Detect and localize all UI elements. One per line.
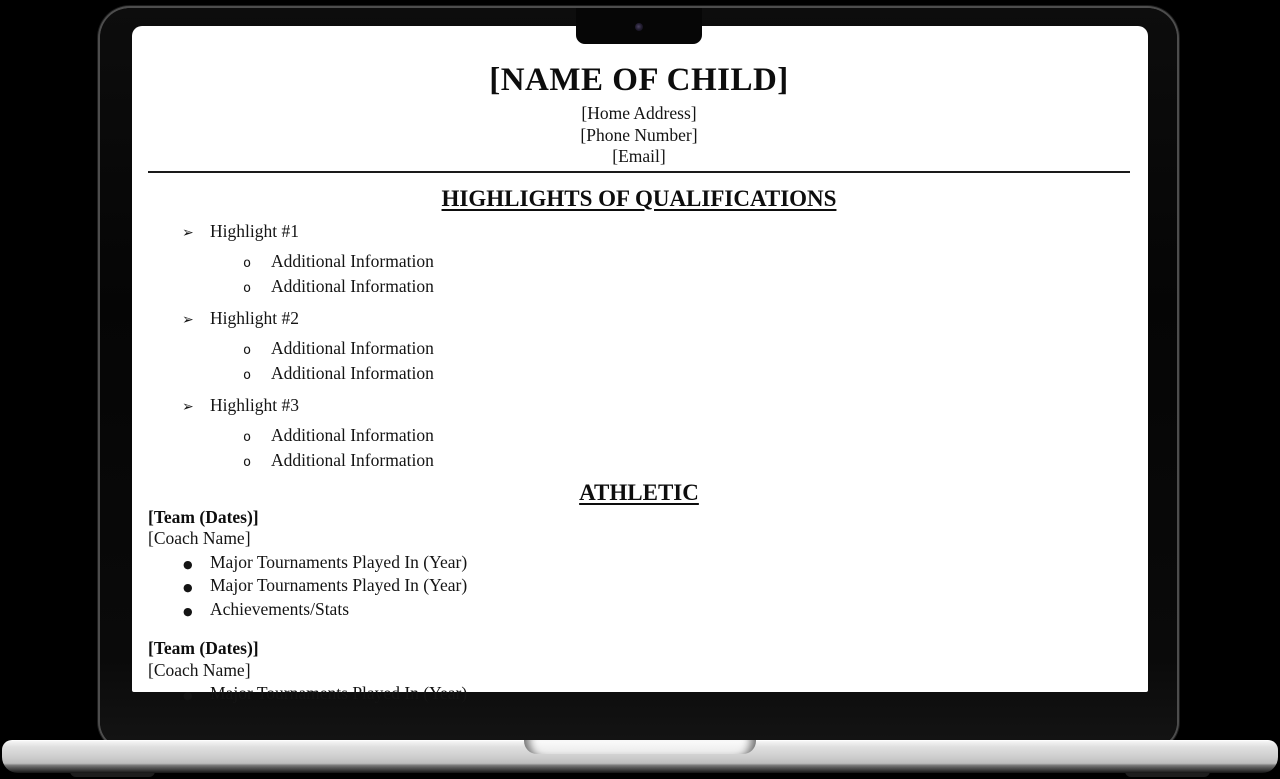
laptop-lid (100, 8, 1177, 748)
highlight-item (148, 394, 1130, 419)
team-bullet-item (148, 552, 1130, 576)
coach-name: [Coach Name] (148, 528, 251, 548)
team-bullet-list (148, 552, 1130, 623)
circle-bullet-icon: o (243, 453, 252, 470)
disc-bullet-icon: ● (183, 689, 193, 702)
circle-bullet-icon: o (243, 428, 252, 445)
team-bullet-label: Major Tournaments Played In (Year) (210, 575, 468, 595)
team-bullet-label: Achievements/Stats (210, 598, 350, 619)
sub-item (148, 337, 1130, 362)
sub-item (148, 449, 1130, 474)
circle-bullet-icon: o (243, 366, 252, 383)
disc-bullet-icon: ● (183, 581, 193, 594)
highlight-item (148, 307, 1130, 332)
circle-bullet-icon: o (243, 341, 252, 358)
sub-item (148, 362, 1130, 387)
circle-bullet-icon: o (243, 254, 252, 271)
team-block (148, 507, 1130, 623)
highlight-group (148, 220, 1130, 300)
highlight-group (148, 394, 1130, 474)
sub-list (148, 424, 1130, 474)
highlight-label: Highlight #1 (210, 220, 299, 241)
resume-document (132, 26, 1148, 703)
sub-item-label: Additional Information (271, 337, 434, 358)
highlight-group (148, 307, 1130, 387)
disc-bullet-icon: ● (183, 604, 193, 618)
sub-item-label: Additional Information (271, 275, 434, 296)
phone-number-line: [Phone Number] (580, 124, 698, 145)
document-title: [NAME OF CHILD] (489, 62, 789, 98)
team-bullet-list (148, 683, 1130, 707)
sub-item (148, 275, 1130, 300)
team-bullet-label: Major Tournaments Played In (Year) (210, 683, 468, 703)
laptop-notch (576, 8, 702, 44)
sub-item-label: Additional Information (271, 250, 434, 271)
webcam-icon (635, 23, 643, 31)
sub-list (148, 337, 1130, 387)
sub-item-label: Additional Information (271, 449, 434, 470)
contact-block (148, 103, 1130, 168)
email-line: [Email] (612, 146, 666, 166)
team-bullet-item (148, 683, 1130, 707)
team-name: [Team (Dates)] (148, 638, 259, 658)
arrow-bullet-icon: ➢ (182, 311, 194, 328)
highlight-item (148, 220, 1130, 245)
team-bullet-item (148, 599, 1130, 623)
sub-item-label: Additional Information (271, 424, 434, 445)
team-bullet-item (148, 575, 1130, 599)
team-block (148, 638, 1130, 707)
athletic-heading: ATHLETIC (579, 479, 699, 505)
laptop-lid-groove (524, 740, 756, 754)
arrow-bullet-icon: ➢ (182, 398, 194, 415)
home-address-line: [Home Address] (581, 103, 697, 123)
circle-bullet-icon: o (243, 279, 252, 296)
team-name: [Team (Dates)] (148, 506, 259, 527)
sub-item (148, 250, 1130, 275)
highlight-label: Highlight #2 (210, 307, 299, 328)
highlight-label: Highlight #3 (210, 394, 299, 415)
laptop-screen (132, 26, 1148, 703)
coach-name: [Coach Name] (148, 659, 251, 680)
qualifications-heading: HIGHLIGHTS OF QUALIFICATIONS (441, 185, 837, 211)
arrow-bullet-icon: ➢ (182, 224, 194, 241)
sub-item-label: Additional Information (271, 362, 434, 383)
sub-item (148, 424, 1130, 449)
disc-bullet-icon: ● (183, 557, 193, 571)
horizontal-rule (148, 171, 1130, 173)
team-bullet-label: Major Tournaments Played In (Year) (210, 551, 468, 572)
sub-list (148, 250, 1130, 300)
